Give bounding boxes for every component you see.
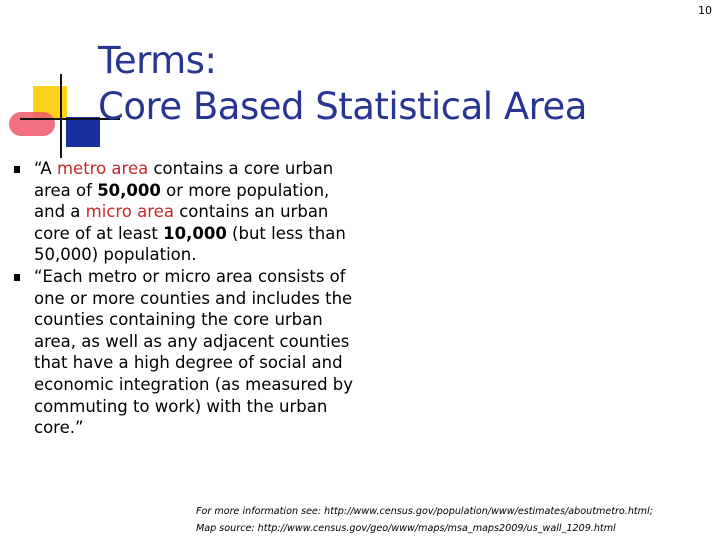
value-10000: 10,000 [163,223,227,243]
text-segment: (but less than 50,000) population. [34,223,346,265]
text-segment: contains an urban core of at least [34,202,329,243]
title-line-2: Core Based Statistical Area [98,85,587,128]
slide-number: 10 [698,4,712,17]
text-segment: contains a core urban area of [34,159,334,200]
bullet-square-icon [14,274,20,281]
footnote-info-link: For more information see: http://www.census.gov/population/www/estimates/aboutmetro.html; [196,506,653,517]
footnote [196,503,653,537]
term-micro-area: micro area [85,202,174,222]
decorative-graphic [0,0,110,160]
term-metro-area: metro area [56,159,149,178]
bullet-item-county-composition [14,266,354,439]
bullet-list [14,158,354,439]
value-50000: 50,000 [97,180,161,200]
bullet-square-icon [14,166,20,173]
bullet-item-metro-definition [14,158,354,266]
text-segment: “A [34,159,57,178]
blue-square [66,117,100,147]
bullet-text: “Each metro or micro area consists of one or more counties and includes the counties containing the core urban area, as well as any adjacent counties that have a high degree of social and economic integration (as measured by commuting to work) with the urban core.” [34,266,354,438]
bullet-text [34,159,346,264]
vertical-rule [60,74,62,158]
text-segment: or more population, and a [34,180,330,222]
title-line-1: Terms: [98,39,217,82]
footnote-map-source: Map source: http://www.census.gov/geo/www/maps/msa_maps2009/us_wall_1209.html [196,523,616,534]
red-bar [9,112,55,136]
slide-title [98,38,587,130]
